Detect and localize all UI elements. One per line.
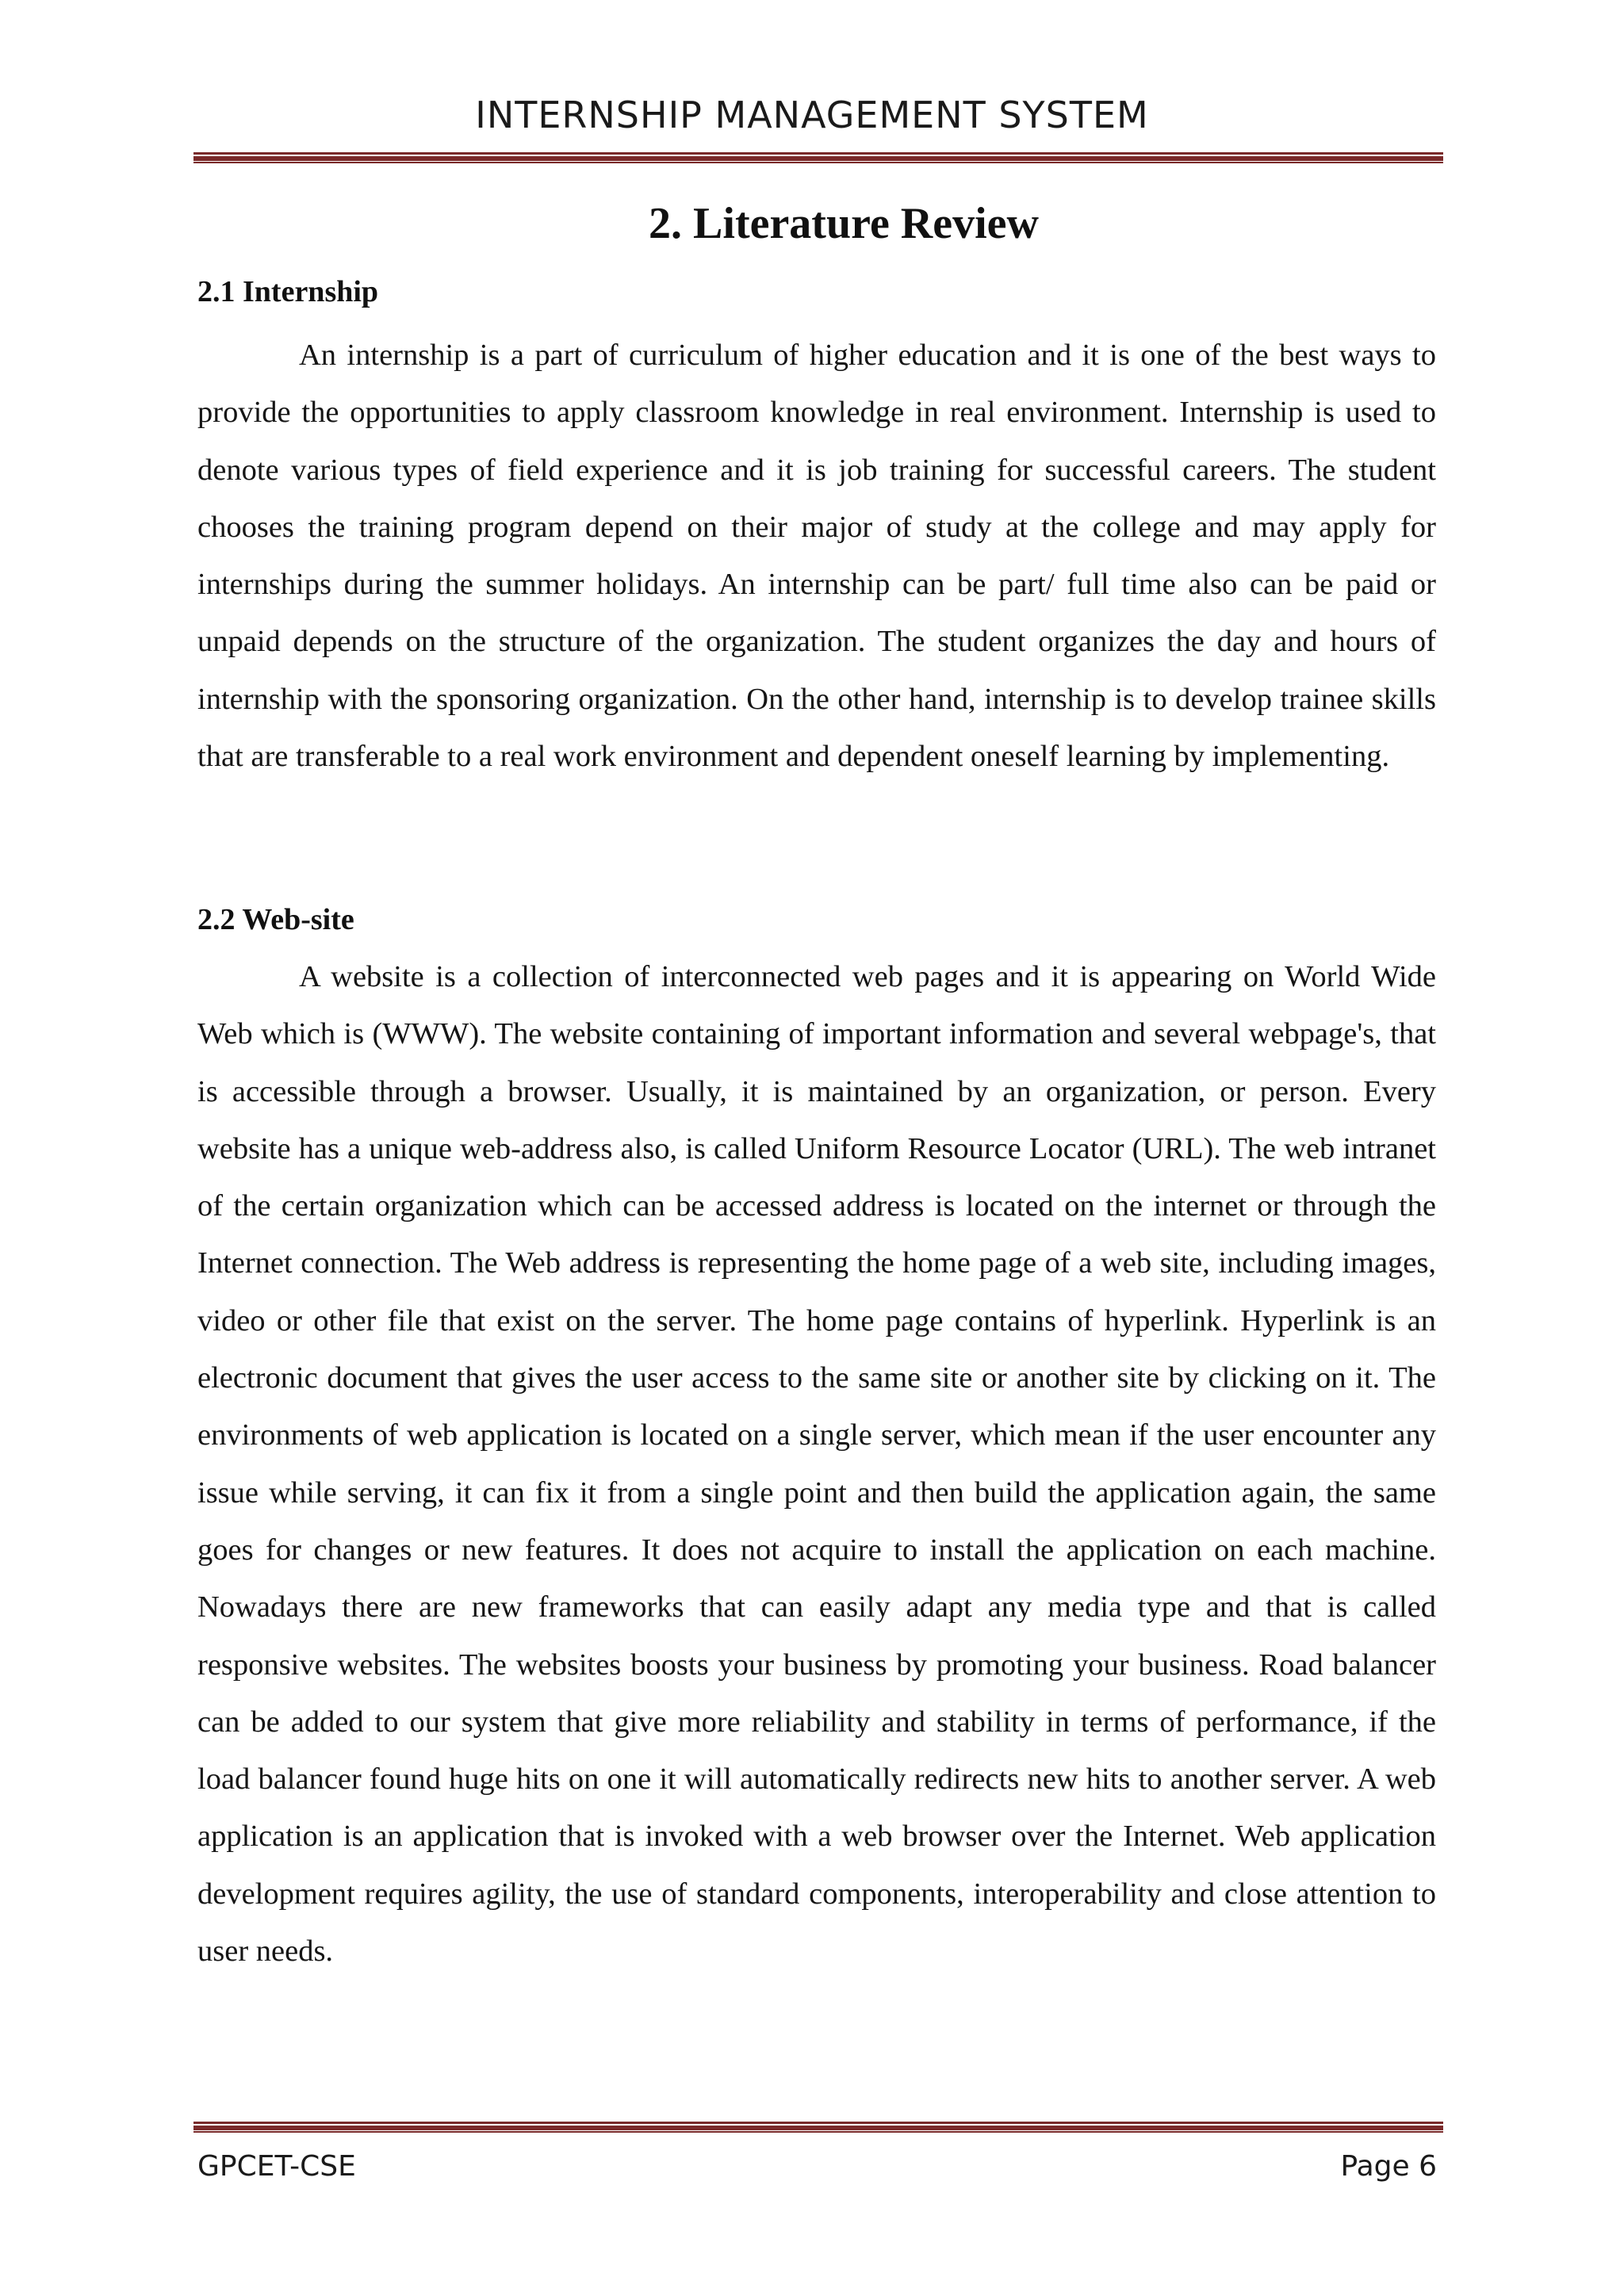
section-heading-internship: 2.1 Internship (197, 275, 379, 308)
paragraph-website: A website is a collection of interconnected web pages and it is appearing on World Wide Web which is (WWW). The website containing of important information and several webpage's, that is accessible through a browser. Usually, it is maintained by an organization, or person. Every website has a unique web-address also, is called Uniform Resource Locator (URL). The web intranet of the certain organization which can be accessed address is located on the internet or through the Internet connection. The Web address is representing the home page of a web site, including images, video or other file that exist on the server. The home page contains of hyperlink. Hyperlink is an electronic document that gives the user access to the same site or another site by clicking on it. The environments of web application is located on a single server, which mean if the user encounter any issue while serving, it can fix it from a single point and then build the application again, the same goes for changes or new features. It does not acquire to install the application on each machine. Nowadays there are new frameworks that can easily adapt any media type and that is called responsive websites. The websites boosts your business by promoting your business. Road balancer can be added to our system that give more reliability and stability in terms of performance, if the load balancer found huge hits on one it will automatically redirects new hits to another server. A web application is an application that is invoked with a web browser over the Internet. Web application development requires agility, the use of standard components, interoperability and close attention to user needs. (197, 960, 1436, 1969)
section-heading-website: 2.2 Web-site (197, 903, 354, 936)
chapter-title: 2. Literature Review (649, 199, 1039, 248)
footer-rule (193, 2122, 1443, 2133)
page-header-title: INTERNSHIP MANAGEMENT SYSTEM (475, 94, 1149, 136)
footer-page-number: Page 6 (1340, 2150, 1437, 2183)
footer-department: GPCET-CSE (197, 2150, 356, 2183)
paragraph-internship: An internship is a part of curriculum of higher education and it is one of the best ways to provide the opportunities to apply classroom knowledge in real environment. Internship is used to denote various types of field experience and it is job training for successful careers. The student chooses the training program depend on their major of study at the college and may apply for internships during the summer holidays. An internship can be part/ full time also can be paid or unpaid depends on the structure of the organization. The student organizes the day and hours of internship with the sponsoring organization. On the other hand, internship is to develop trainee skills that are transferable to a real work environment and dependent oneself learning by implementing. (197, 339, 1436, 774)
header-rule (193, 152, 1443, 163)
